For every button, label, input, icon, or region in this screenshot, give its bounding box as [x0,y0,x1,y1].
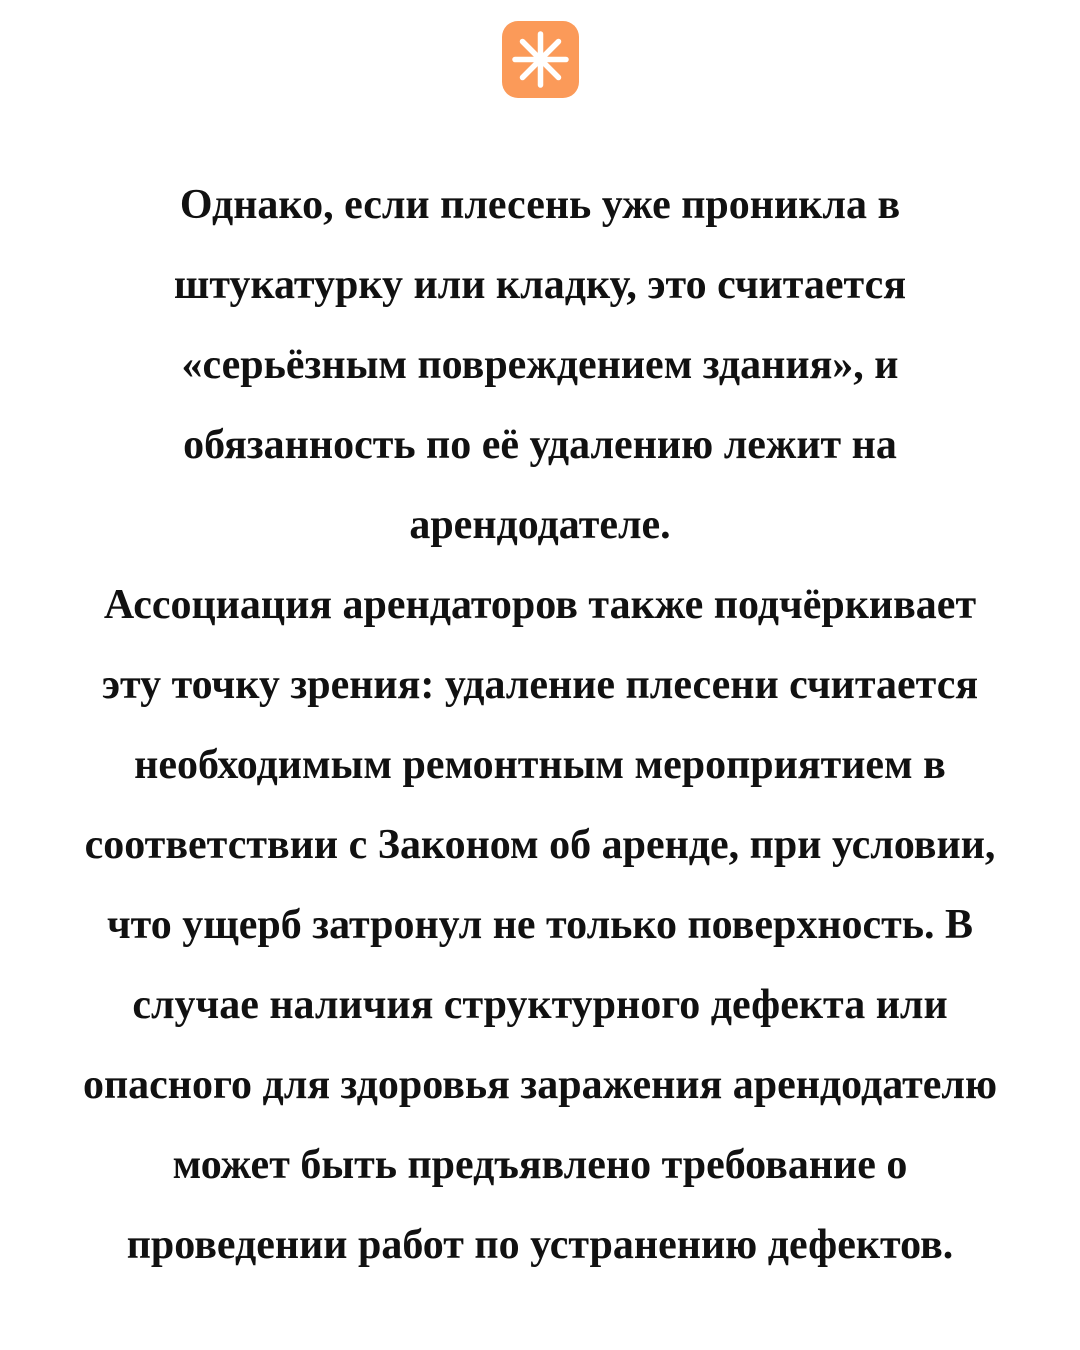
text-line: необходимым ремонтным мероприятием в [134,742,946,788]
text-line: арендодателе. [409,502,671,548]
text-line: «серьёзным повреждением здания», и [181,342,899,388]
text-line: Ассоциация арендаторов также подчёркивает [103,582,977,628]
text-line: эту точку зрения: удаление плесени считается [101,662,979,708]
text-line: штукатурку или кладку, это считается [173,262,907,308]
asterisk-logo-icon [502,21,579,98]
text-line: Однако, если плесень уже проникла в [179,182,901,228]
text-line: может быть предъявлено требование о [172,1142,908,1188]
text-line: проведении работ по устранению дефектов. [126,1222,954,1268]
text-line: соответствии с Законом об аренде, при условии, [84,822,996,868]
text-line: случае наличия структурного дефекта или [132,982,948,1028]
text-line: опасного для здоровья заражения арендодателю [82,1062,998,1108]
text-line: что ущерб затронул не только поверхность. В [106,902,974,948]
article-paragraph [40,165,1040,1285]
text-line: обязанность по её удалению лежит на [183,422,897,468]
